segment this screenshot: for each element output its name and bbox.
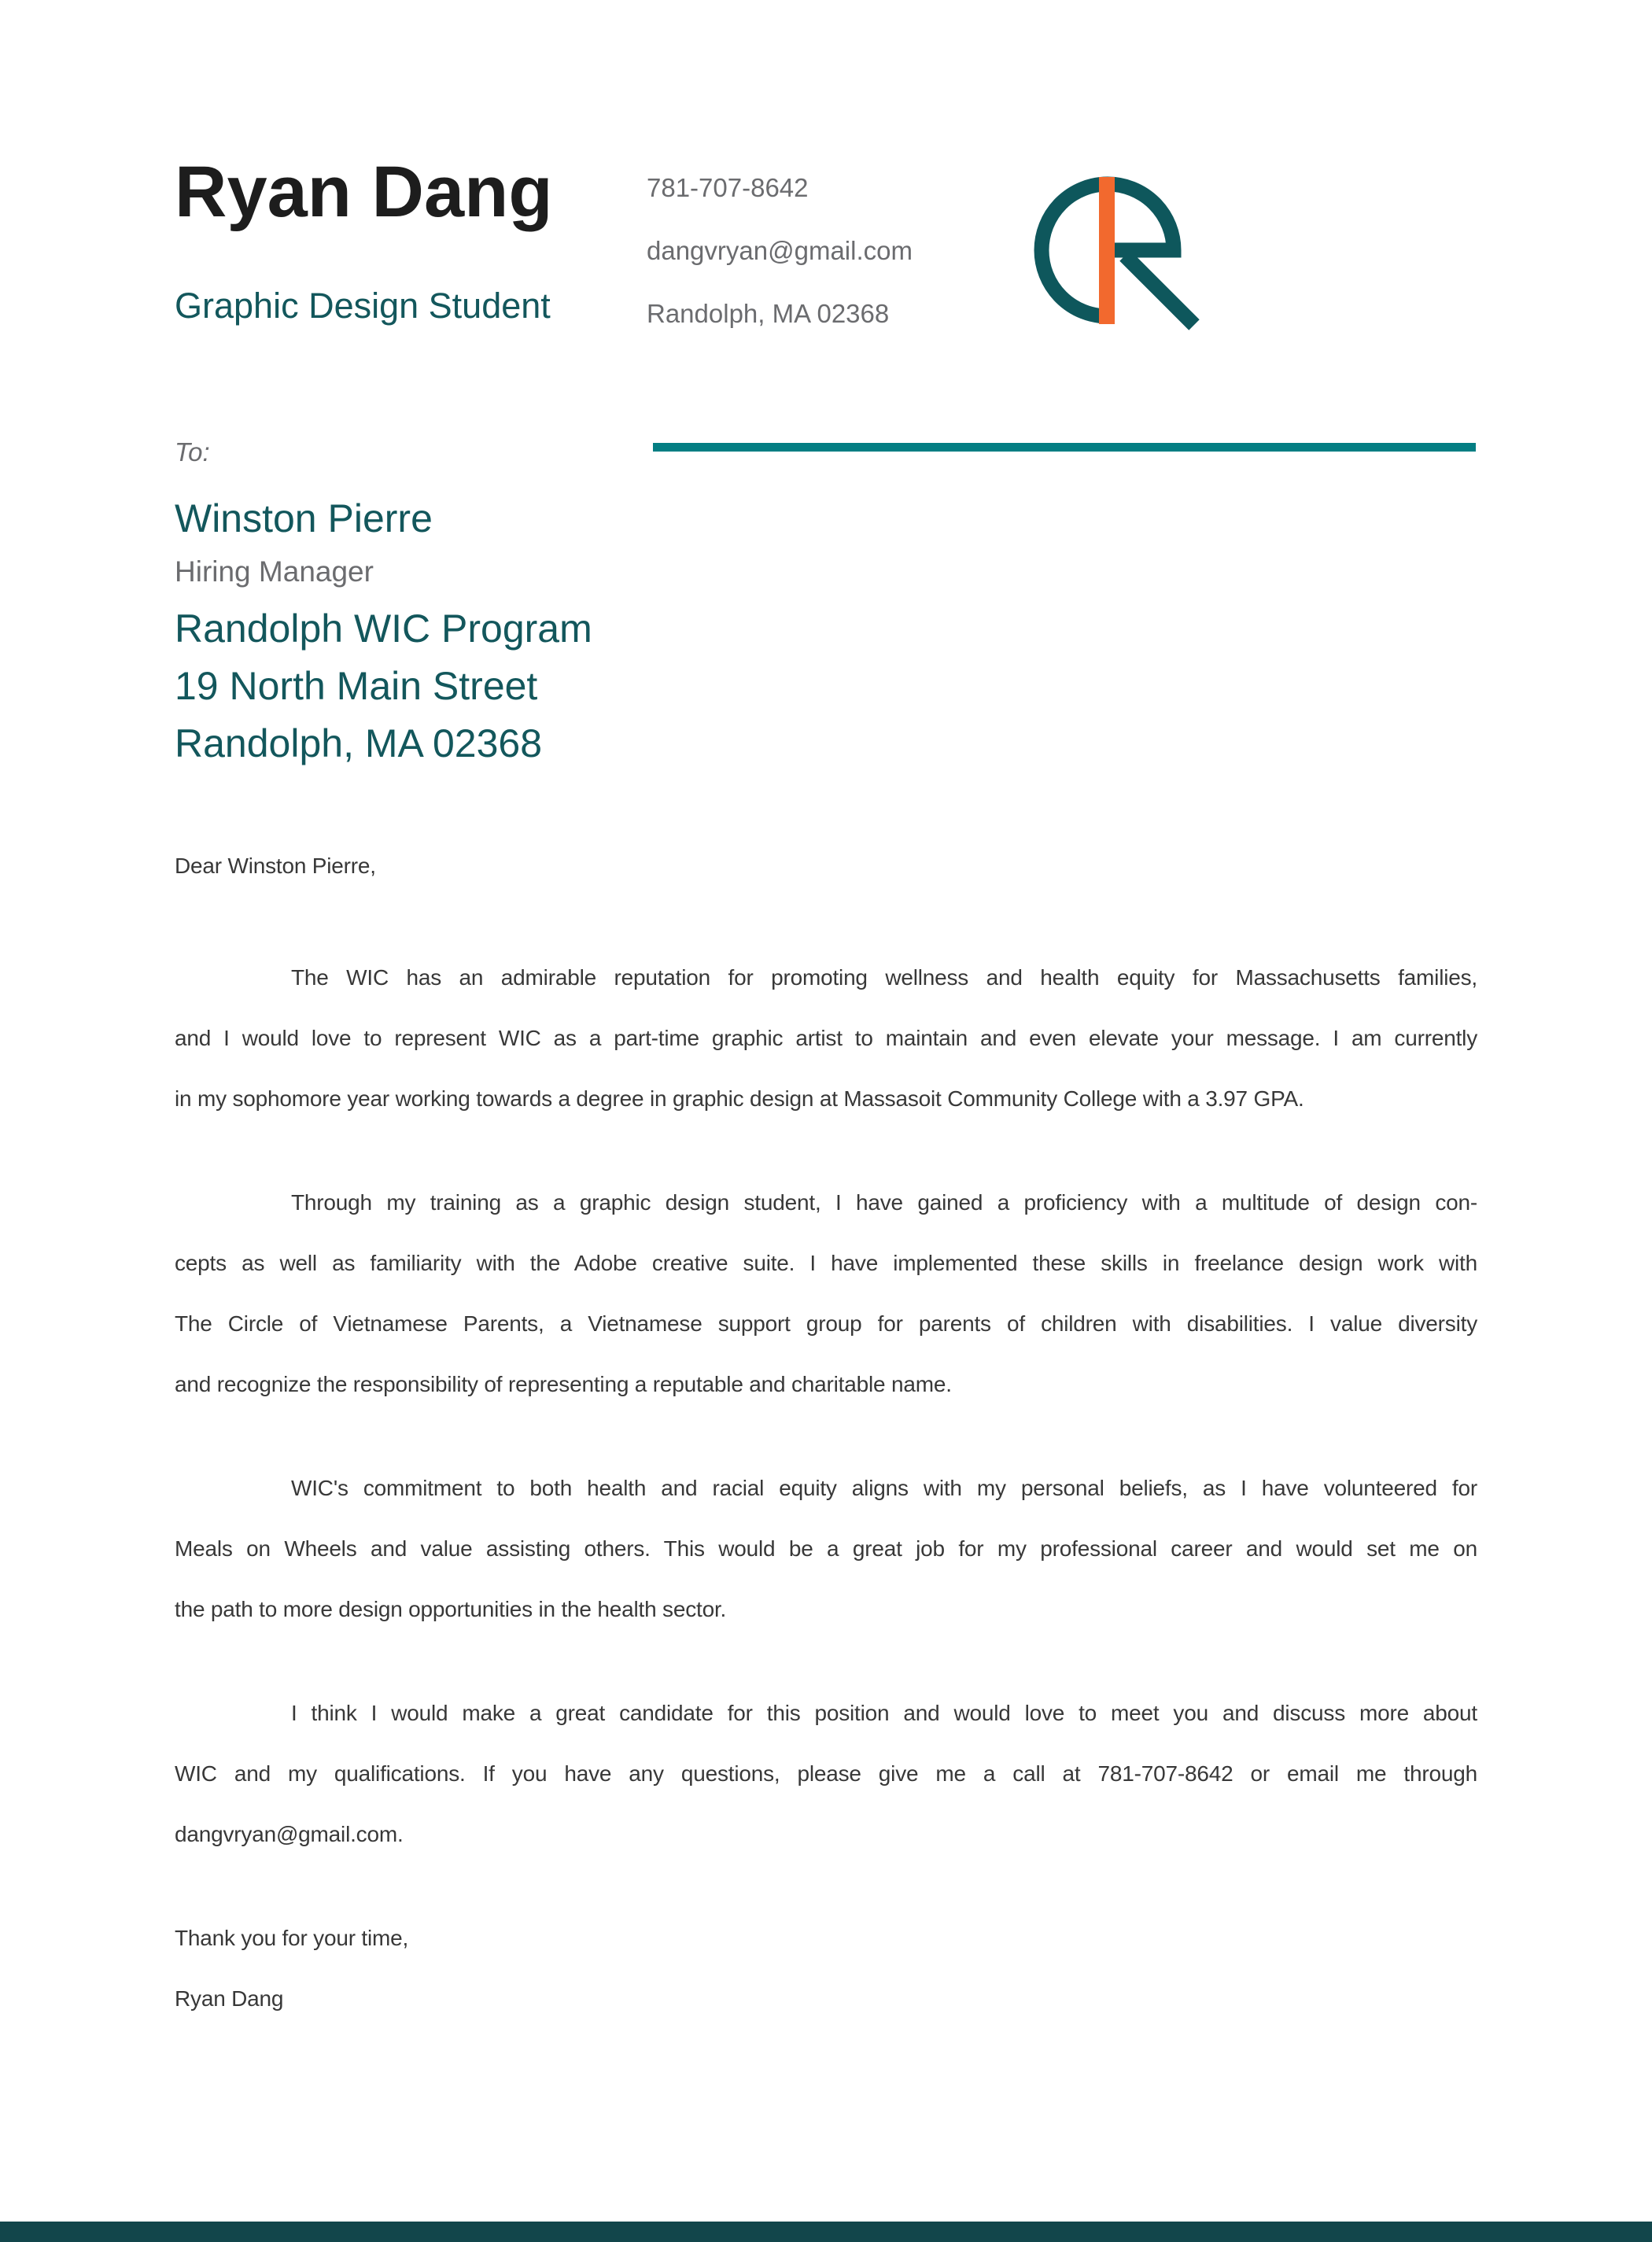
paragraph-line: the path to more design opportunities in the health sector. bbox=[175, 1597, 727, 1621]
footer-accent-bar bbox=[0, 2222, 1652, 2242]
header-divider-rule bbox=[653, 443, 1476, 452]
paragraph-line: Meals on Wheels and value assisting others. This would be a great job for my professional career and would set me on bbox=[175, 1536, 1477, 1561]
contact-phone: 781-707-8642 bbox=[647, 173, 809, 202]
recipient-city: Randolph, MA 02368 bbox=[175, 721, 543, 765]
recipient-organization: Randolph WIC Program bbox=[175, 607, 592, 651]
logo-orange-bar bbox=[1099, 177, 1115, 324]
logo-r-leg bbox=[1125, 256, 1194, 325]
paragraph-line: WIC's commitment to both health and racial equity aligns with my personal beliefs, as I have volunteered for bbox=[291, 1476, 1477, 1500]
cr-monogram-logo bbox=[1025, 171, 1214, 337]
paragraph-line: and recognize the responsibility of representing a reputable and charitable name. bbox=[175, 1372, 952, 1396]
to-label: To: bbox=[175, 437, 210, 466]
paragraph bbox=[175, 1458, 1477, 1639]
paragraph bbox=[175, 1683, 1477, 1864]
paragraph bbox=[175, 1172, 1477, 1414]
contact-location: Randolph, MA 02368 bbox=[647, 299, 890, 328]
contact-block bbox=[647, 157, 913, 345]
recipient-name: Winston Pierre bbox=[175, 496, 433, 540]
contact-email: dangvryan@gmail.com bbox=[647, 236, 913, 265]
letter-body bbox=[175, 835, 1477, 2029]
signature-name: Ryan Dang bbox=[175, 1986, 284, 2011]
logo-c-ring bbox=[1042, 184, 1108, 316]
logo-r-bowl bbox=[1108, 184, 1174, 250]
paragraph-line: cepts as well as familiarity with the Adobe creative suite. I have implemented these skills in freelance design work with bbox=[175, 1251, 1477, 1275]
paragraph-line: WIC and my qualifications. If you have any questions, please give me a call at 781-707-8642 or email me through bbox=[175, 1761, 1477, 1786]
paragraph-line: and I would love to represent WIC as a part-time graphic artist to maintain and even elevate your message. I am currently bbox=[175, 1026, 1477, 1050]
paragraph-line: Through my training as a graphic design student, I have gained a proficiency with a multitude of design con- bbox=[291, 1190, 1477, 1215]
recipient-street: 19 North Main Street bbox=[175, 664, 538, 708]
paragraph-line: in my sophomore year working towards a degree in graphic design at Massasoit Community College with a 3.97 GPA. bbox=[175, 1086, 1304, 1111]
paragraph-line: dangvryan@gmail.com. bbox=[175, 1822, 404, 1846]
sender-name: Ryan Dang bbox=[175, 152, 553, 232]
closing-line: Thank you for your time, bbox=[175, 1926, 409, 1950]
paragraph-line: The WIC has an admirable reputation for promoting wellness and health equity for Massachusetts families, bbox=[291, 965, 1477, 990]
salutation: Dear Winston Pierre, bbox=[175, 854, 376, 878]
paragraph bbox=[175, 947, 1477, 1129]
paragraph-line: I think I would make a great candidate for this position and would love to meet you and discuss more about bbox=[291, 1701, 1477, 1725]
recipient-role: Hiring Manager bbox=[175, 555, 374, 588]
sender-job-title: Graphic Design Student bbox=[175, 286, 551, 326]
letter-paragraphs bbox=[175, 947, 1477, 1864]
paragraph-line: The Circle of Vietnamese Parents, a Vietnamese support group for parents of children with disabilities. I value diversity bbox=[175, 1311, 1477, 1336]
